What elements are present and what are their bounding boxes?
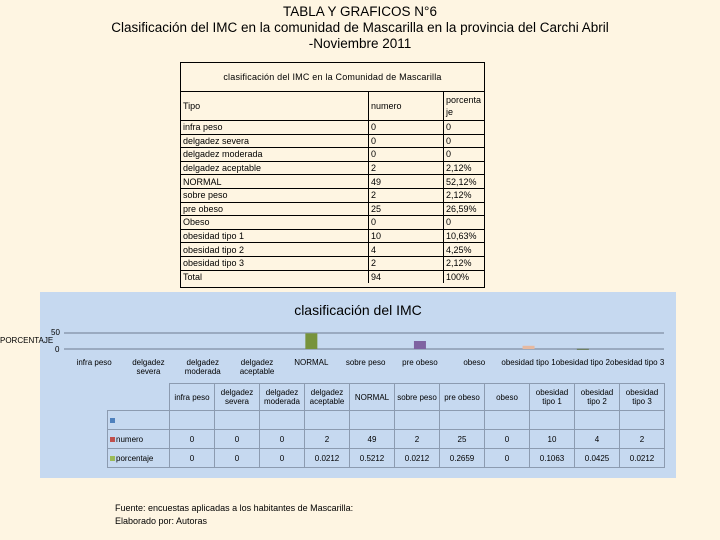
table-caption: clasificación del IMC en la Comunidad de Mascarilla	[181, 63, 484, 92]
data-value	[395, 411, 440, 430]
series-legend	[108, 430, 170, 449]
table-header-row	[181, 92, 484, 121]
cell-tipo: pre obeso	[181, 202, 369, 216]
title-line-2: Clasificación del IMC en la comunidad de Mascarilla en la provincia del Carchi Abril	[111, 20, 609, 35]
cell-porcentaje: 100%	[446, 271, 470, 282]
table-row	[181, 148, 484, 162]
table-row	[181, 121, 484, 135]
series-name: porcentaje	[116, 453, 154, 463]
data-table-category: delgadez moderada	[260, 384, 305, 411]
data-value: 2	[395, 430, 440, 449]
table-row	[181, 175, 484, 189]
y-tick: 50	[51, 328, 60, 337]
bar	[414, 341, 426, 349]
cell-porcentaje: 0	[444, 134, 485, 148]
data-value	[260, 411, 305, 430]
data-table-category: delgadez aceptable	[305, 384, 350, 411]
table-row	[181, 256, 484, 270]
cell-tipo: obesidad tipo 2	[181, 243, 369, 257]
data-value	[305, 411, 350, 430]
data-value: 0.5212	[350, 449, 395, 468]
x-tick-label: pre obeso	[402, 358, 438, 367]
cell-porcentaje: 2,12%	[444, 188, 485, 202]
page-title	[0, 4, 720, 52]
x-tick-label: obesidad tipo 3	[610, 358, 665, 367]
table-row	[181, 229, 484, 243]
cell-tipo: obesidad tipo 1	[181, 229, 369, 243]
data-value: 0	[215, 449, 260, 468]
table-row	[181, 243, 484, 257]
bar	[523, 346, 535, 349]
data-value: 0	[170, 449, 215, 468]
cell-tipo: sobre peso	[181, 188, 369, 202]
cell-porcentaje: 10,63%	[444, 229, 485, 243]
data-table-category: delgadez severa	[215, 384, 260, 411]
x-tick-label: NORMAL	[294, 358, 329, 367]
empty-cell	[108, 384, 170, 411]
imc-table	[180, 62, 485, 288]
data-table-category: sobre peso	[395, 384, 440, 411]
bar	[577, 349, 589, 350]
data-value: 2	[305, 430, 350, 449]
cell-tipo: delgadez moderada	[181, 148, 369, 162]
x-tick-label: sobre peso	[345, 358, 386, 367]
table-row	[181, 134, 484, 148]
table-row	[181, 161, 484, 175]
series-name: numero	[116, 434, 144, 444]
data-table-row	[108, 449, 665, 468]
cell-numero: 2	[369, 161, 444, 175]
series-legend	[108, 411, 170, 430]
table-row	[181, 202, 484, 216]
x-tick-label: obeso	[463, 358, 486, 367]
cell-porcentaje: 26,59%	[444, 202, 485, 216]
data-value: 0.0212	[395, 449, 440, 468]
cell-numero: 94	[369, 270, 444, 283]
cell-numero: 0	[369, 148, 444, 162]
chart-title: clasificación del IMC	[294, 302, 422, 318]
data-table-header	[108, 384, 665, 411]
cell-numero: 4	[369, 243, 444, 257]
legend-swatch-icon	[110, 437, 115, 442]
data-value: 2	[620, 430, 665, 449]
data-value: 0.0212	[620, 449, 665, 468]
cell-numero: 25	[369, 202, 444, 216]
cell-numero: 0	[369, 121, 444, 135]
data-table-category: infra peso	[170, 384, 215, 411]
data-table-category: NORMAL	[350, 384, 395, 411]
data-table-category: obeso	[485, 384, 530, 411]
data-value	[215, 411, 260, 430]
cell-tipo: delgadez severa	[181, 134, 369, 148]
data-value: 0.0212	[305, 449, 350, 468]
legend-swatch-icon	[110, 418, 115, 423]
title-line-3: -Noviembre 2011	[308, 36, 412, 51]
cell-porcentaje: 2,12%	[444, 256, 485, 270]
header-porcentaje: porcentaje	[444, 92, 485, 121]
data-table	[107, 383, 665, 468]
y-tick: 0	[55, 345, 60, 354]
data-table-row	[108, 411, 665, 430]
source-note	[115, 502, 353, 528]
cell-tipo: Total	[181, 270, 369, 283]
data-value	[350, 411, 395, 430]
x-tick-label: delgadez severa	[132, 358, 165, 376]
cell-numero: 2	[369, 188, 444, 202]
data-table-category: obesidad tipo 1	[530, 384, 575, 411]
data-value	[620, 411, 665, 430]
cell-tipo: NORMAL	[181, 175, 369, 189]
data-table-category: obesidad tipo 3	[620, 384, 665, 411]
data-table-category: obesidad tipo 2	[575, 384, 620, 411]
data-table-row	[108, 430, 665, 449]
bar	[305, 333, 317, 349]
source-line: Fuente: encuestas aplicadas a los habitantes de Mascarilla:	[115, 503, 354, 513]
header-tipo: Tipo	[181, 92, 369, 121]
title-line-1: TABLA Y GRAFICOS N°6	[283, 4, 437, 19]
table-row	[181, 270, 484, 283]
data-value	[485, 411, 530, 430]
data-value: 0	[260, 449, 305, 468]
cell-porcentaje: 2,12%	[444, 161, 485, 175]
x-tick-label: delgadez moderada	[184, 358, 221, 376]
data-value	[170, 411, 215, 430]
cell-porcentaje: 0	[444, 216, 485, 230]
data-value: 49	[350, 430, 395, 449]
cell-porcentaje: 0	[444, 121, 485, 135]
data-value: 0.1063	[530, 449, 575, 468]
cell-porcentaje: 52,12%	[444, 175, 485, 189]
table-row	[181, 188, 484, 202]
data-value: 10	[530, 430, 575, 449]
data-value: 0	[485, 449, 530, 468]
table-row	[181, 216, 484, 230]
data-value: 0	[485, 430, 530, 449]
x-tick-label: obesidad tipo 1	[501, 358, 556, 367]
data-value: 4	[575, 430, 620, 449]
legend-swatch-icon	[110, 456, 115, 461]
cell-numero: 2	[369, 256, 444, 270]
data-value: 0	[170, 430, 215, 449]
cell-tipo: delgadez aceptable	[181, 161, 369, 175]
author-line: Elaborado por: Autoras	[115, 516, 208, 526]
data-value: 0	[260, 430, 305, 449]
y-axis-label: PORCENTAJE	[0, 336, 54, 345]
data-value: 25	[440, 430, 485, 449]
data-value: 0.0425	[575, 449, 620, 468]
header-numero: numero	[369, 92, 444, 121]
cell-tipo: obesidad tipo 3	[181, 256, 369, 270]
data-value: 0	[215, 430, 260, 449]
chart	[0, 292, 676, 478]
data-value	[530, 411, 575, 430]
cell-porcentaje: 4,25%	[444, 243, 485, 257]
data-value	[575, 411, 620, 430]
data-value	[440, 411, 485, 430]
cell-numero: 10	[369, 229, 444, 243]
cell-numero: 0	[369, 134, 444, 148]
cell-numero: 0	[369, 216, 444, 230]
cell-tipo: Obeso	[181, 216, 369, 230]
data-value: 0.2659	[440, 449, 485, 468]
x-tick-label: infra peso	[76, 358, 112, 367]
cell-numero: 49	[369, 175, 444, 189]
x-tick-label: obesidad tipo 2	[555, 358, 610, 367]
data-table-category: pre obeso	[440, 384, 485, 411]
cell-porcentaje: 0	[444, 148, 485, 162]
cell-tipo: infra peso	[181, 121, 369, 135]
x-tick-label: delgadez aceptable	[239, 358, 275, 376]
series-legend	[108, 449, 170, 468]
